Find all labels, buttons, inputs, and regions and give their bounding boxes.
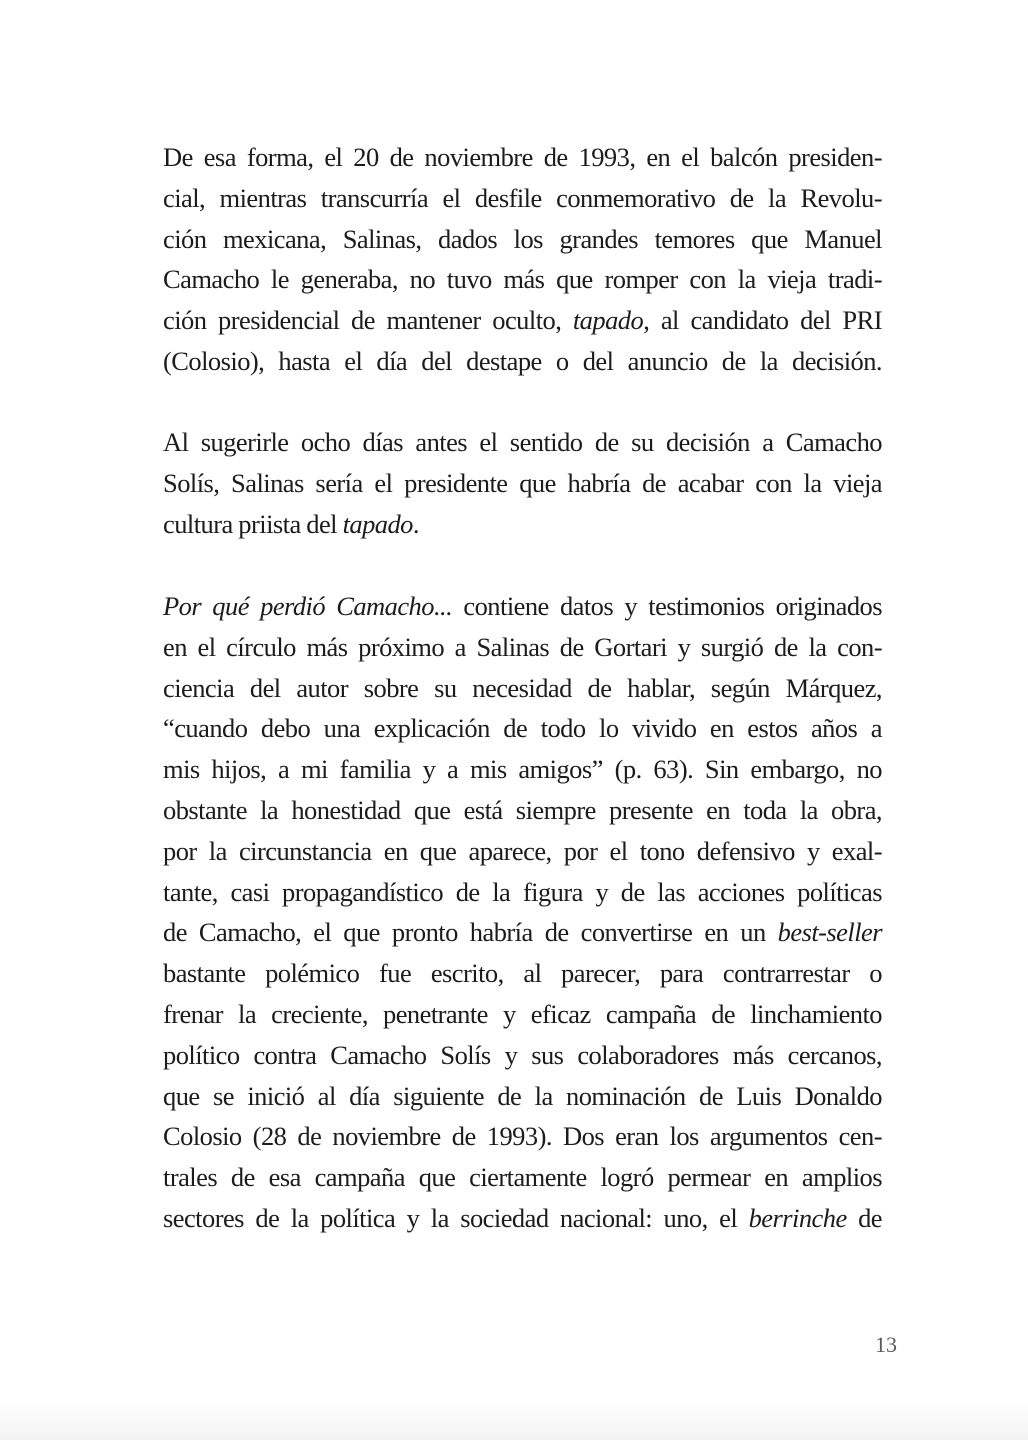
paragraph (163, 586, 882, 1239)
text-line: Por qué perdió Camacho... contiene datos y testimonios originados (163, 591, 882, 621)
text-line: frenar la creciente, penetrante y eficaz campaña de linchamiento (163, 998, 882, 1029)
italic-term: tapado (572, 305, 644, 336)
text-line: en el círculo más próximo a Salinas de Gortari y surgió de la con- (163, 631, 882, 662)
italic-book-title: Por qué perdió Camacho... (163, 591, 453, 621)
text-line: (Colosio), hasta el día del destape o del anuncio de la decisión. (163, 345, 882, 376)
italic-term: tapado (342, 508, 413, 539)
text-line: que se inició al día siguiente de la nominación de Luis Donaldo (163, 1080, 882, 1111)
page-bottom-shadow (0, 1400, 1028, 1440)
text-line: Solís, Salinas sería el presidente que habría de acabar con la vieja (163, 467, 882, 498)
text-line: Al sugerirle ocho días antes el sentido de su decisión a Camacho (163, 427, 882, 457)
text-line: de Camacho, el que pronto habría de convertirse en un best-seller (163, 917, 882, 948)
text-line: bastante polémico fue escrito, al parecer, para contrarrestar o (163, 958, 882, 989)
text-line: trales de esa campaña que ciertamente logró permear en amplios (163, 1162, 882, 1193)
paragraph (163, 137, 882, 382)
text-line: Colosio (28 de noviembre de 1993). Dos eran los argumentos cen- (163, 1121, 882, 1152)
italic-term: best-seller (777, 917, 882, 948)
text-line: ción presidencial de mantener oculto, tapado, al candidato del PRI (163, 305, 882, 336)
text-line: ción mexicana, Salinas, dados los grandes temores que Manuel (163, 223, 882, 254)
text-line: cial, mientras transcurría el desfile conmemorativo de la Revolu- (163, 182, 882, 213)
text-line: obstante la honestidad que está siempre presente en toda la obra, (163, 794, 882, 825)
paragraph (163, 422, 882, 544)
text-line: mis hijos, a mi familia y a mis amigos” (p. 63). Sin embargo, no (163, 754, 882, 785)
text-line: De esa forma, el 20 de noviembre de 1993, en el balcón presiden- (163, 142, 882, 172)
text-line: por la circunstancia en que aparece, por el tono defensivo y exal- (163, 835, 882, 866)
text-line: tante, casi propagandístico de la figura y de las acciones políticas (163, 876, 882, 907)
text-line: cultura priista del tapado. (163, 508, 419, 539)
text-line: Camacho le generaba, no tuvo más que romper con la vieja tradi- (163, 264, 882, 295)
text-line: sectores de la política y la sociedad nacional: uno, el berrinche de (163, 1202, 882, 1233)
italic-term: berrinche (748, 1202, 847, 1233)
page-number: 13 (875, 1332, 897, 1357)
text-line: político contra Camacho Solís y sus colaboradores más cercanos, (163, 1039, 882, 1070)
text-line: “cuando debo una explicación de todo lo vivido en estos años a (163, 713, 882, 744)
text-line: ciencia del autor sobre su necesidad de hablar, según Márquez, (163, 672, 882, 703)
